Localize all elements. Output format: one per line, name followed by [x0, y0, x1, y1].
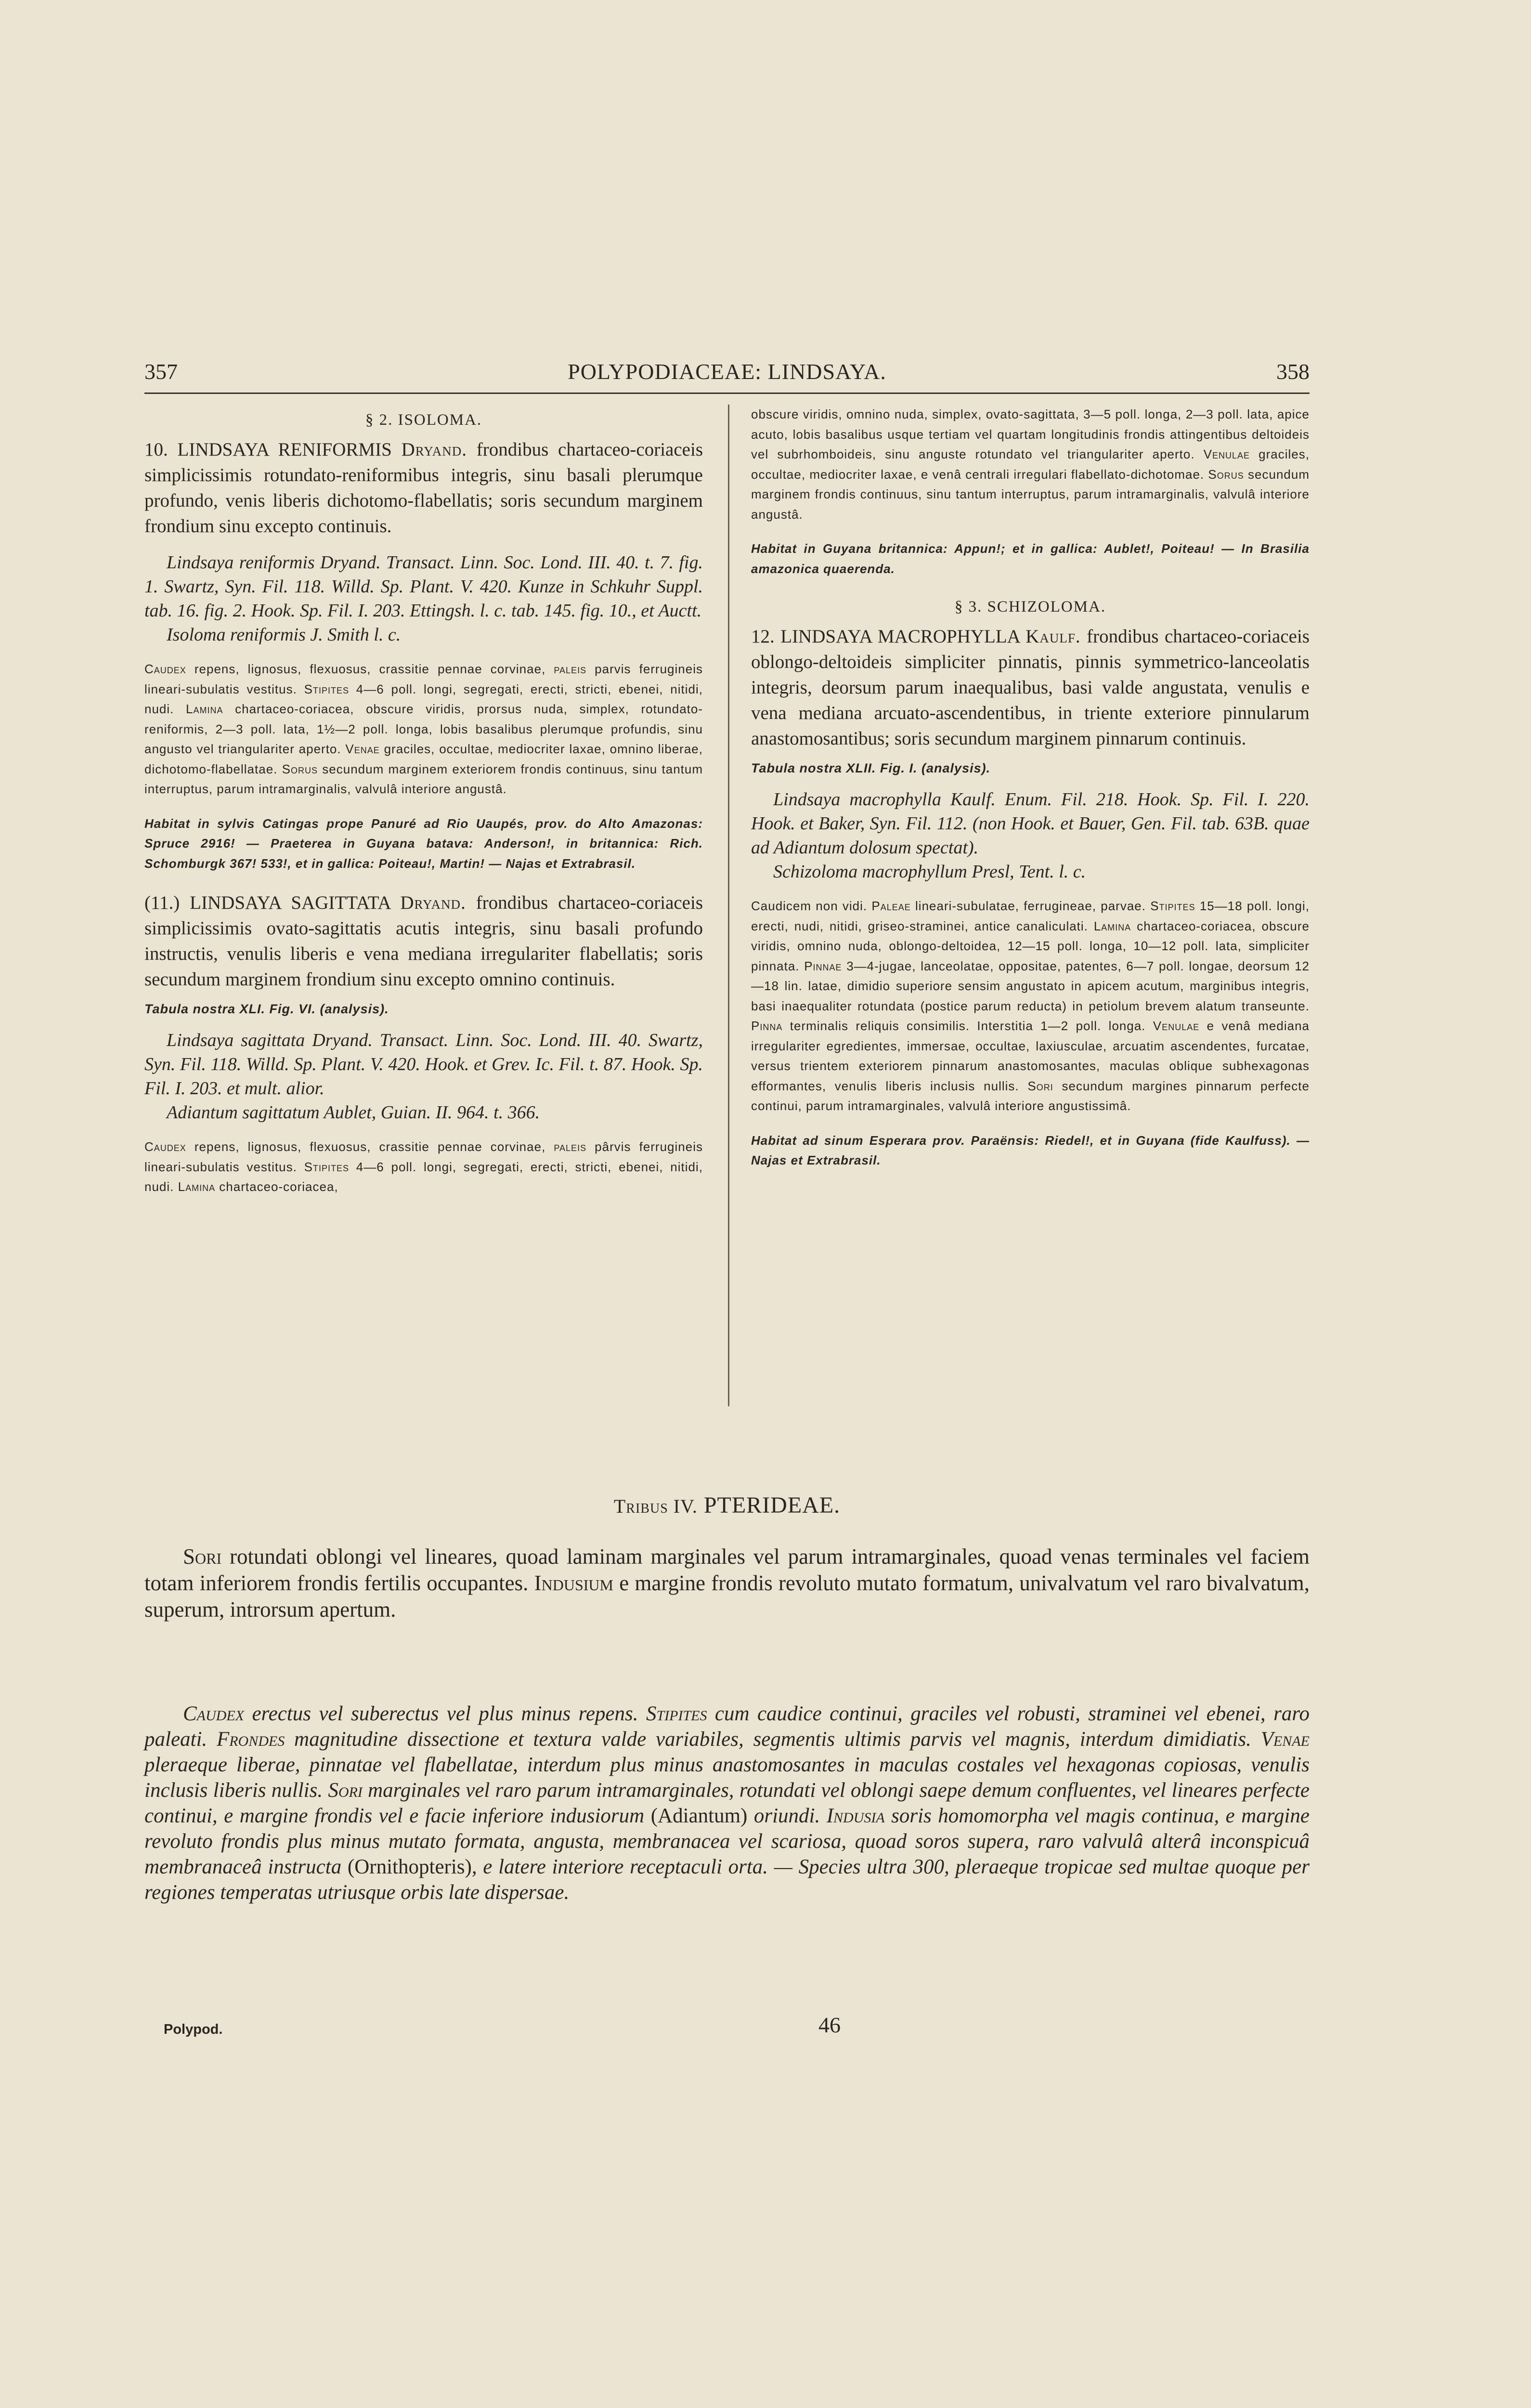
- desc-text: 15—18 poll. longi, erecti, nudi, nitidi, griseo-straminei, antice canaliculati.: [751, 899, 1310, 933]
- section-heading-isoloma: § 2. ISOLOMA.: [365, 411, 482, 429]
- species-11-synonym-2: Adiantum sagittatum Aublet, Guian. II. 964. t. 366.: [167, 1102, 540, 1123]
- desc-term: Venulae: [1203, 447, 1250, 461]
- tribe-diagnosis: [144, 1544, 1310, 1623]
- section-heading-schizoloma: § 3. SCHIZOLOMA.: [954, 598, 1106, 615]
- desc-text: , e latere interiore receptaculi orta. — Species ultra 300, pleraeque tropicae sed multae quoque per regiones temperatas utriusque orbis late dispersae.: [144, 1856, 1310, 1904]
- desc-text: repens, lignosus, flexuosus, crassitie pennae corvinae,: [186, 1139, 554, 1154]
- desc-term: Stipites: [646, 1702, 707, 1725]
- header-rule: [144, 393, 1310, 394]
- desc-term: Stipites: [1150, 899, 1195, 913]
- species-11-description: [144, 1137, 703, 1197]
- desc-term: Frondes: [216, 1728, 285, 1751]
- species-10-synonymy: [144, 550, 703, 647]
- desc-term: paleis: [554, 1139, 587, 1154]
- desc-text: soris homomorpha vel magis continua, e margine revoluto frondis plus minus mutato formata, angusta, membranacea vel scariosa, quoad soros supera, raro valvulâ alterâ inconspicuâ membranaceâ instructa: [144, 1805, 1310, 1878]
- desc-text: secundum marginem exteriorem frondis continuus, sinu tantum interruptus, parum intramarginalis, valvulâ interiore angustâ.: [144, 761, 703, 796]
- desc-text: lineari-subulatae, ferrugineae, parvae.: [910, 899, 1151, 913]
- species-11-text: frondibus chartaceo-coriaceis simplicissimis ovato-sagittatis acutis integris, sinu basali profundo instructis, venulis liberis e vena mediana irregulariter flabellatis; soris secundum marginem frondium sinu excepto omnino continuis.: [144, 892, 703, 990]
- desc-term: Lamina: [178, 1179, 216, 1194]
- species-12-diagnosis: [751, 624, 1310, 751]
- genus-name: (Adiantum): [650, 1805, 748, 1827]
- desc-text: magnitudine dissectione et textura valde variabiles, segmentis ultimis parvis vel magnis, interdum dimidiatis.: [285, 1728, 1261, 1751]
- page-number-right: 358: [1276, 359, 1310, 384]
- desc-term: Caudex: [183, 1702, 244, 1725]
- desc-text: secundum margines pinnarum perfecte continui, parum intramarginales, valvulâ interiore angustissimâ.: [751, 1078, 1310, 1113]
- species-11-habitat: Habitat in Guyana britannica: Appun!; et in gallica: Aublet!, Poiteau! — In Brasilia amazonica quaerenda.: [751, 541, 1310, 576]
- desc-text: cum caudice continui, graciles vel robusti, straminei vel ebenei, raro paleati.: [144, 1702, 1310, 1751]
- desc-term: Pinnae: [804, 958, 842, 973]
- desc-term: Caudex: [144, 1139, 186, 1154]
- desc-text: pleraeque liberae, pinnatae vel flabellatae, interdum plus minus anastomosantes in maculas costales vel hexagonas copiosas, venulis inclusis liberis nullis.: [144, 1754, 1310, 1802]
- desc-text: chartaceo-coriacea,: [215, 1179, 338, 1194]
- species-10-synonym-2: Isoloma reniformis J. Smith l. c.: [167, 625, 401, 645]
- species-11-plate-reference: Tabula nostra XLI. Fig. VI. (analysis).: [144, 1002, 389, 1016]
- species-12-plate-reference: Tabula nostra XLII. Fig. I. (analysis).: [751, 761, 991, 775]
- desc-term: Sorus: [1208, 467, 1244, 482]
- species-12-synonym-2: Schizoloma macrophyllum Presl, Tent. l. c.: [773, 862, 1086, 882]
- desc-term: Pinna: [751, 1019, 783, 1033]
- desc-text: graciles, occultae, mediocriter laxae, e venâ centrali irregulari flabellato-dichotomae.: [751, 447, 1310, 482]
- tribe-label: Tribus IV.: [613, 1495, 698, 1517]
- species-10-text: frondibus chartaceo-coriaceis simplicissimis rotundato-reniformibus integris, sinu basali plerumque profundo, venis liberis dichotomo-flabellatis; soris secundum marginem frondium sinu excepto continuis.: [144, 439, 703, 537]
- desc-text: graciles, occultae, mediocriter laxae, omnino liberae, dichotomo-flabellatae.: [144, 742, 703, 776]
- species-12-synonymy: [751, 787, 1310, 884]
- desc-term: Indusia: [826, 1805, 885, 1827]
- species-12-synonym-1: Lindsaya macrophylla Kaulf. Enum. Fil. 218. Hook. Sp. Fil. I. 220. Hook. et Baker, Syn. Fil. 112. (non Hook. et Bauer, Gen. Fil. tab. 63B. quae ad Adiantum dolosum spectat).: [751, 789, 1310, 858]
- left-column: [144, 405, 703, 1197]
- species-12-text: frondibus chartaceo-coriaceis oblongo-deltoideis simpliciter pinnatis, pinnis symmetrico-lanceolatis integris, deorsum parum inaequalibus, basi valde angustata, venulis e vena mediana arcuato-ascendentibus, in triente exteriore pinnularum anastomosantibus; soris secundum marginem pinnarum continuis.: [751, 626, 1310, 749]
- desc-text: chartaceo-coriacea, obscure viridis, omnino nuda, oblongo-deltoidea, 12—15 poll. longa, 10—12 poll. lata, simpliciter pinnata.: [751, 918, 1310, 973]
- running-header: [144, 359, 1310, 393]
- desc-text: e margine frondis revoluto mutato formatum, univalvatum vel raro bivalvatum, superum, introrsum apertum.: [144, 1571, 1310, 1622]
- desc-text: 4—6 poll. longi, segregati, erecti, stricti, ebenei, nitidi, nudi.: [144, 681, 703, 716]
- species-10-synonym-1: Lindsaya reniformis Dryand. Transact. Linn. Soc. Lond. III. 40. t. 7. fig. 1. Swartz, Syn. Fil. 118. Willd. Sp. Plant. V. 420. Kunze in Schkuhr Suppl. tab. 16. fig. 2. Hook. Sp. Fil. I. 203. Ettingsh. l. c. tab. 145. fig. 10., et Auctt.: [144, 552, 703, 621]
- desc-text: 4—6 poll. longi, segregati, erecti, stricti, ebenei, nitidi, nudi.: [144, 1159, 703, 1194]
- desc-term: Lamina: [186, 702, 223, 716]
- desc-term: Venae: [345, 742, 380, 756]
- species-10-habitat: Habitat in sylvis Catingas prope Panuré ad Rio Uaupés, prov. do Alto Amazonas: Spruce 2916! — Praeterea in Guyana batava: Anderson!, in britannica: Rich. Schomburgk 367! 533!, et in gallica: Poiteau!, Martin! — Najas et Extrabrasil.: [144, 816, 703, 871]
- desc-term: Venae: [1260, 1728, 1310, 1751]
- desc-text: obscure viridis, omnino nuda, simplex, ovato-sagittata, 3—5 poll. longa, 2—3 poll. lata, apice acuto, lobis basalibus usque tertiam vel quartam longitudinis frondis attingentibus deltoideis vel subrhomboideis, sinu anguste rotundato vel triangulariter aperto.: [751, 407, 1310, 461]
- tribe-heading: [144, 1492, 1310, 1518]
- desc-term: Stipites: [304, 1159, 349, 1174]
- desc-term: Sori: [1027, 1078, 1053, 1093]
- desc-term: Indusium: [534, 1571, 613, 1595]
- desc-text: e venâ mediana irregulariter egredientes, immersae, occultae, laxiusculae, arcuatim ascendentes, furcatae, versus trientem exteriorem pinnarum anastomosantes, maculas oblique subhexagonas efformantes, venulis liberis inclusis nullis.: [751, 1019, 1310, 1093]
- column-divider: [728, 405, 729, 1406]
- species-11-author: Dryand.: [400, 892, 466, 913]
- desc-text: erectus vel suberectus vel plus minus repens.: [244, 1702, 646, 1725]
- species-11-number: (11.) LINDSAYA SAGITTATA: [144, 892, 390, 913]
- species-11-synonym-1: Lindsaya sagittata Dryand. Transact. Linn. Soc. Lond. III. 40. Swartz, Syn. Fil. 118. Willd. Sp. Plant. V. 420. Hook. et Grev. Ic. Fil. t. 87. Hook. Sp. Fil. I. 203. et mult. alior.: [144, 1030, 703, 1099]
- species-12-habitat: Habitat ad sinum Esperara prov. Paraënsis: Riedel!, et in Guyana (fide Kaulfuss). — Najas et Extrabrasil.: [751, 1133, 1310, 1167]
- genus-name: (Ornithopteris): [347, 1856, 472, 1878]
- species-11-diagnosis: [144, 890, 703, 992]
- desc-text: rotundati oblongi vel lineares, quoad laminam marginales vel parum intramarginales, quoad venas terminales vel faciem totam inferiorem frondis fertilis occupantes.: [144, 1544, 1310, 1595]
- desc-term: Sori: [183, 1544, 222, 1569]
- species-10-author: Dryand.: [401, 439, 467, 460]
- desc-text: chartaceo-coriacea, obscure viridis, prorsus nuda, simplex, rotundato-reniformis, 2—3 poll. lata, 1½—2 poll. longa, lobis basalibus plerumque profundis, sinu angusto vel triangulariter aperto.: [144, 702, 703, 756]
- desc-term: Caudex: [144, 662, 186, 676]
- species-10-diagnosis: [144, 437, 703, 539]
- tribe-description: [144, 1701, 1310, 1905]
- desc-term: Lamina: [1093, 918, 1131, 933]
- desc-term: Venulae: [1153, 1019, 1200, 1033]
- desc-text: marginales vel raro parum intramarginales, rotundati vel oblongi saepe demum confluentes, vel lineares perfecte continui, e margine frondis vel e facie inferiore indusiorum: [144, 1779, 1310, 1827]
- desc-term: Sorus: [282, 761, 318, 776]
- desc-term: paleis: [554, 662, 587, 676]
- desc-text: Caudicem non vidi.: [751, 899, 872, 913]
- desc-text: oriundi.: [747, 1805, 827, 1827]
- species-11-synonymy: [144, 1028, 703, 1125]
- species-11-description-continued: [751, 405, 1310, 524]
- desc-text: 3—4-jugae, lanceolatae, oppositae, patentes, 6—7 poll. longae, deorsum 12—18 lin. latae, dimidio superiore sensim angustato in apicem acutum, marginibus integris, basi inaequaliter rotundata (postice parum reducta) in petiolum brevem alatum transeunte.: [751, 958, 1310, 1013]
- right-column: [751, 405, 1310, 1171]
- signature-mark: Polypod.: [164, 2022, 223, 2037]
- species-10-number: 10. LINDSAYA RENIFORMIS: [144, 439, 392, 460]
- footer-sheet-number: 46: [818, 2013, 841, 2037]
- species-10-description: [144, 659, 703, 799]
- tribe-name: PTERIDEAE.: [703, 1492, 841, 1518]
- desc-term: Sori: [328, 1779, 363, 1802]
- running-title: POLYPODIACEAE: LINDSAYA.: [568, 359, 886, 384]
- page-number-left: 357: [144, 359, 178, 384]
- desc-text: secundum marginem frondis continuus, sinu tantum interruptus, parum intramarginalis, valvulâ interiore angustâ.: [751, 467, 1310, 522]
- species-12-author: Kaulf.: [1025, 626, 1081, 647]
- desc-text: terminalis reliquis consimilis. Interstitia 1—2 poll. longa.: [782, 1019, 1153, 1033]
- desc-term: Stipites: [304, 681, 349, 696]
- species-12-number: 12. LINDSAYA MACROPHYLLA: [751, 626, 1020, 647]
- desc-text: parvis ferrugineis lineari-subulatis vestitus.: [144, 662, 703, 696]
- desc-text: pârvis ferrugineis lineari-subulatis vestitus.: [144, 1139, 703, 1174]
- desc-text: repens, lignosus, flexuosus, crassitie pennae corvinae,: [186, 662, 554, 676]
- species-12-description: [751, 896, 1310, 1116]
- desc-term: Paleae: [871, 899, 911, 913]
